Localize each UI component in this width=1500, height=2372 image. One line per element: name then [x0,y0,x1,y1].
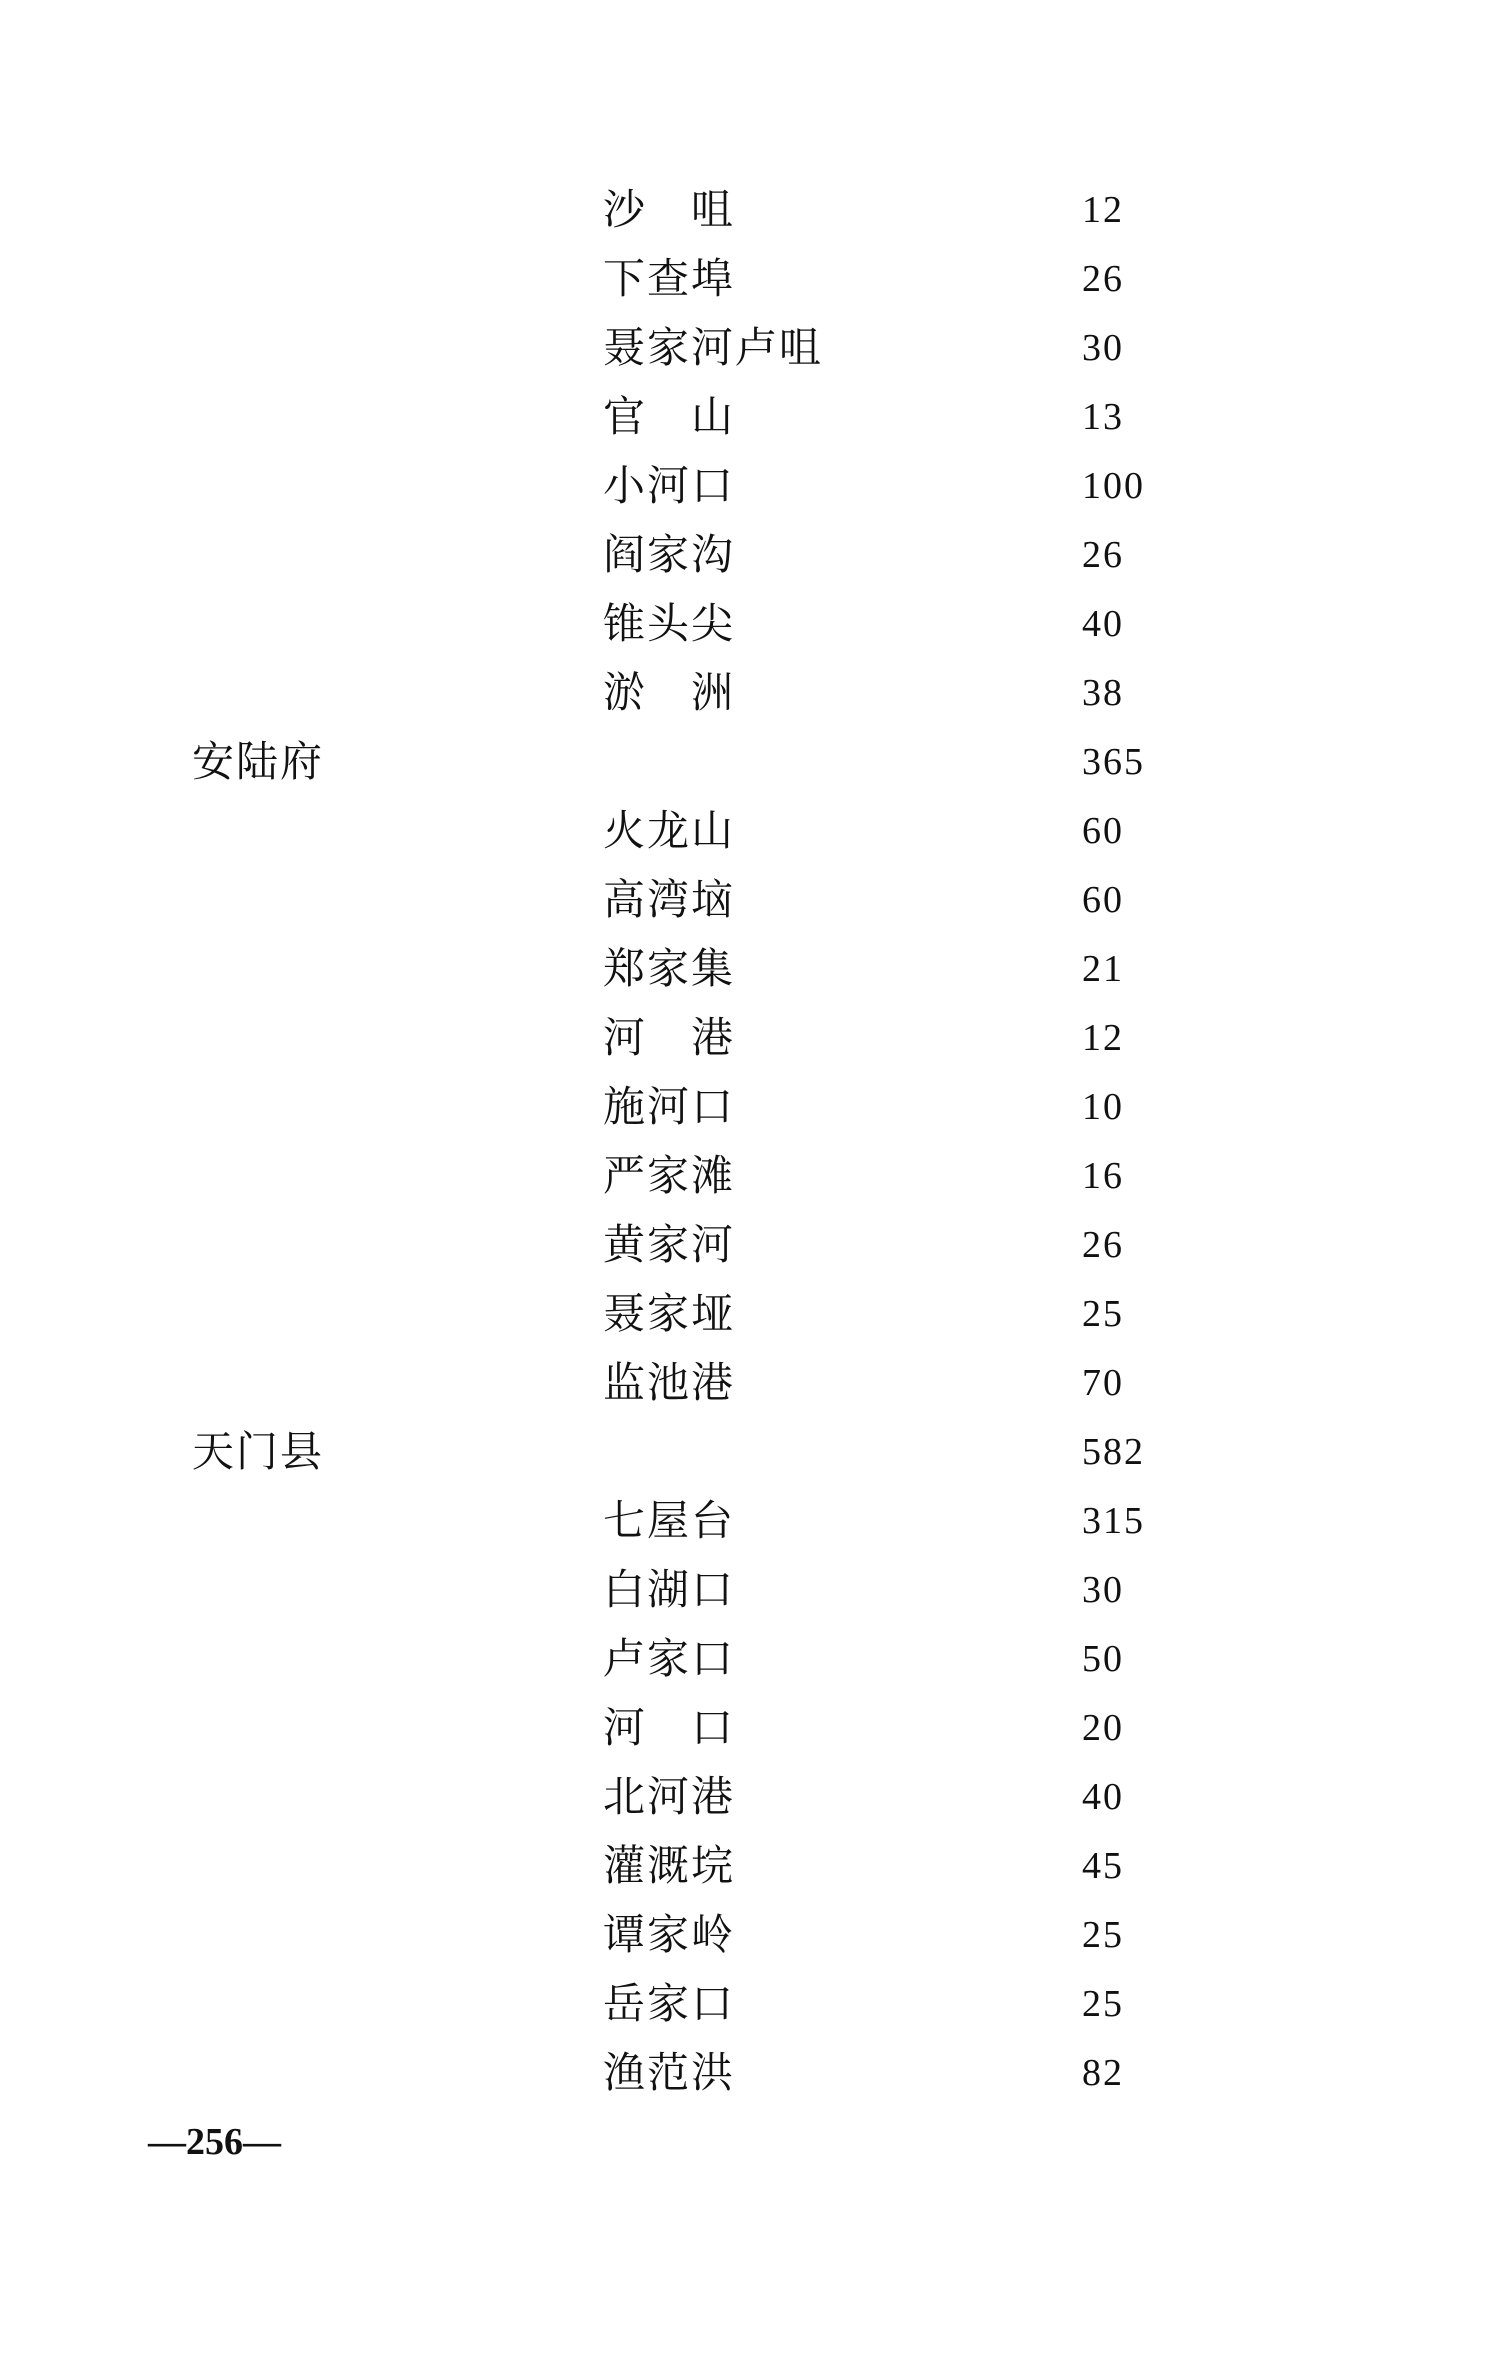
place-value: 25 [1082,1914,1124,1956]
place-value: 13 [1082,396,1124,438]
place-value: 45 [1082,1845,1124,1887]
table-row [0,1487,1500,1556]
data-table [0,176,1500,2108]
place-value: 30 [1082,1569,1124,1611]
place-name: 卢家口 [603,1634,736,1683]
place-value: 70 [1082,1362,1124,1404]
table-row [0,1349,1500,1418]
place-value: 16 [1082,1155,1124,1197]
place-name: 沙 咀 [603,185,736,234]
place-value: 82 [1082,2052,1124,2094]
table-row [0,314,1500,383]
table-row [0,797,1500,866]
group-name: 安陆府 [192,737,325,786]
place-value: 25 [1082,1983,1124,2025]
place-value: 40 [1082,603,1124,645]
table-row [0,452,1500,521]
page-number: —256— [148,2121,281,2163]
place-value: 26 [1082,258,1124,300]
table-row [0,1211,1500,1280]
place-value: 60 [1082,879,1124,921]
table-row [0,521,1500,590]
place-name: 严家滩 [603,1151,736,1200]
table-row [0,1901,1500,1970]
table-row [0,1763,1500,1832]
table-row [0,1556,1500,1625]
group-total: 365 [1082,741,1145,783]
place-name: 七屋台 [603,1496,736,1545]
place-name: 白湖口 [603,1565,736,1614]
place-name: 郑家集 [603,944,736,993]
place-name: 淤 洲 [603,668,736,717]
place-name: 岳家口 [603,1979,736,2028]
place-value: 50 [1082,1638,1124,1680]
table-group-row [0,728,1500,797]
place-value: 100 [1082,465,1145,507]
place-name: 聂家垭 [603,1289,736,1338]
place-name: 渔范洪 [603,2048,736,2097]
place-name: 聂家河卢咀 [603,323,824,372]
place-name: 阎家沟 [603,530,736,579]
place-name: 火龙山 [603,806,736,855]
place-name: 监池港 [603,1358,736,1407]
table-row [0,1694,1500,1763]
table-row [0,383,1500,452]
place-value: 30 [1082,327,1124,369]
place-name: 黄家河 [603,1220,736,1269]
place-value: 40 [1082,1776,1124,1818]
place-name: 河 口 [603,1703,736,1752]
place-value: 20 [1082,1707,1124,1749]
table-row [0,1004,1500,1073]
place-value: 26 [1082,1224,1124,1266]
place-value: 25 [1082,1293,1124,1335]
place-value: 38 [1082,672,1124,714]
table-row [0,2039,1500,2108]
place-name: 河 港 [603,1013,736,1062]
place-name: 北河港 [603,1772,736,1821]
place-value: 60 [1082,810,1124,852]
table-row [0,1073,1500,1142]
table-row [0,935,1500,1004]
place-name: 施河口 [603,1082,736,1131]
place-name: 灌溉垸 [603,1841,736,1890]
place-name: 官 山 [603,392,736,441]
place-name: 小河口 [603,461,736,510]
group-total: 582 [1082,1431,1145,1473]
table-group-row [0,1418,1500,1487]
table-row [0,1625,1500,1694]
table-row [0,866,1500,935]
group-name: 天门县 [192,1427,325,1476]
place-value: 10 [1082,1086,1124,1128]
place-name: 锥头尖 [603,599,736,648]
place-name: 下查埠 [603,254,736,303]
table-row [0,176,1500,245]
place-value: 315 [1082,1500,1145,1542]
place-value: 26 [1082,534,1124,576]
place-value: 12 [1082,189,1124,231]
table-row [0,1970,1500,2039]
table-row [0,659,1500,728]
table-row [0,1280,1500,1349]
table-row [0,1142,1500,1211]
place-name: 高湾垴 [603,875,736,924]
place-value: 12 [1082,1017,1124,1059]
table-row [0,1832,1500,1901]
table-row [0,245,1500,314]
place-name: 谭家岭 [603,1910,736,1959]
table-row [0,590,1500,659]
place-value: 21 [1082,948,1124,990]
